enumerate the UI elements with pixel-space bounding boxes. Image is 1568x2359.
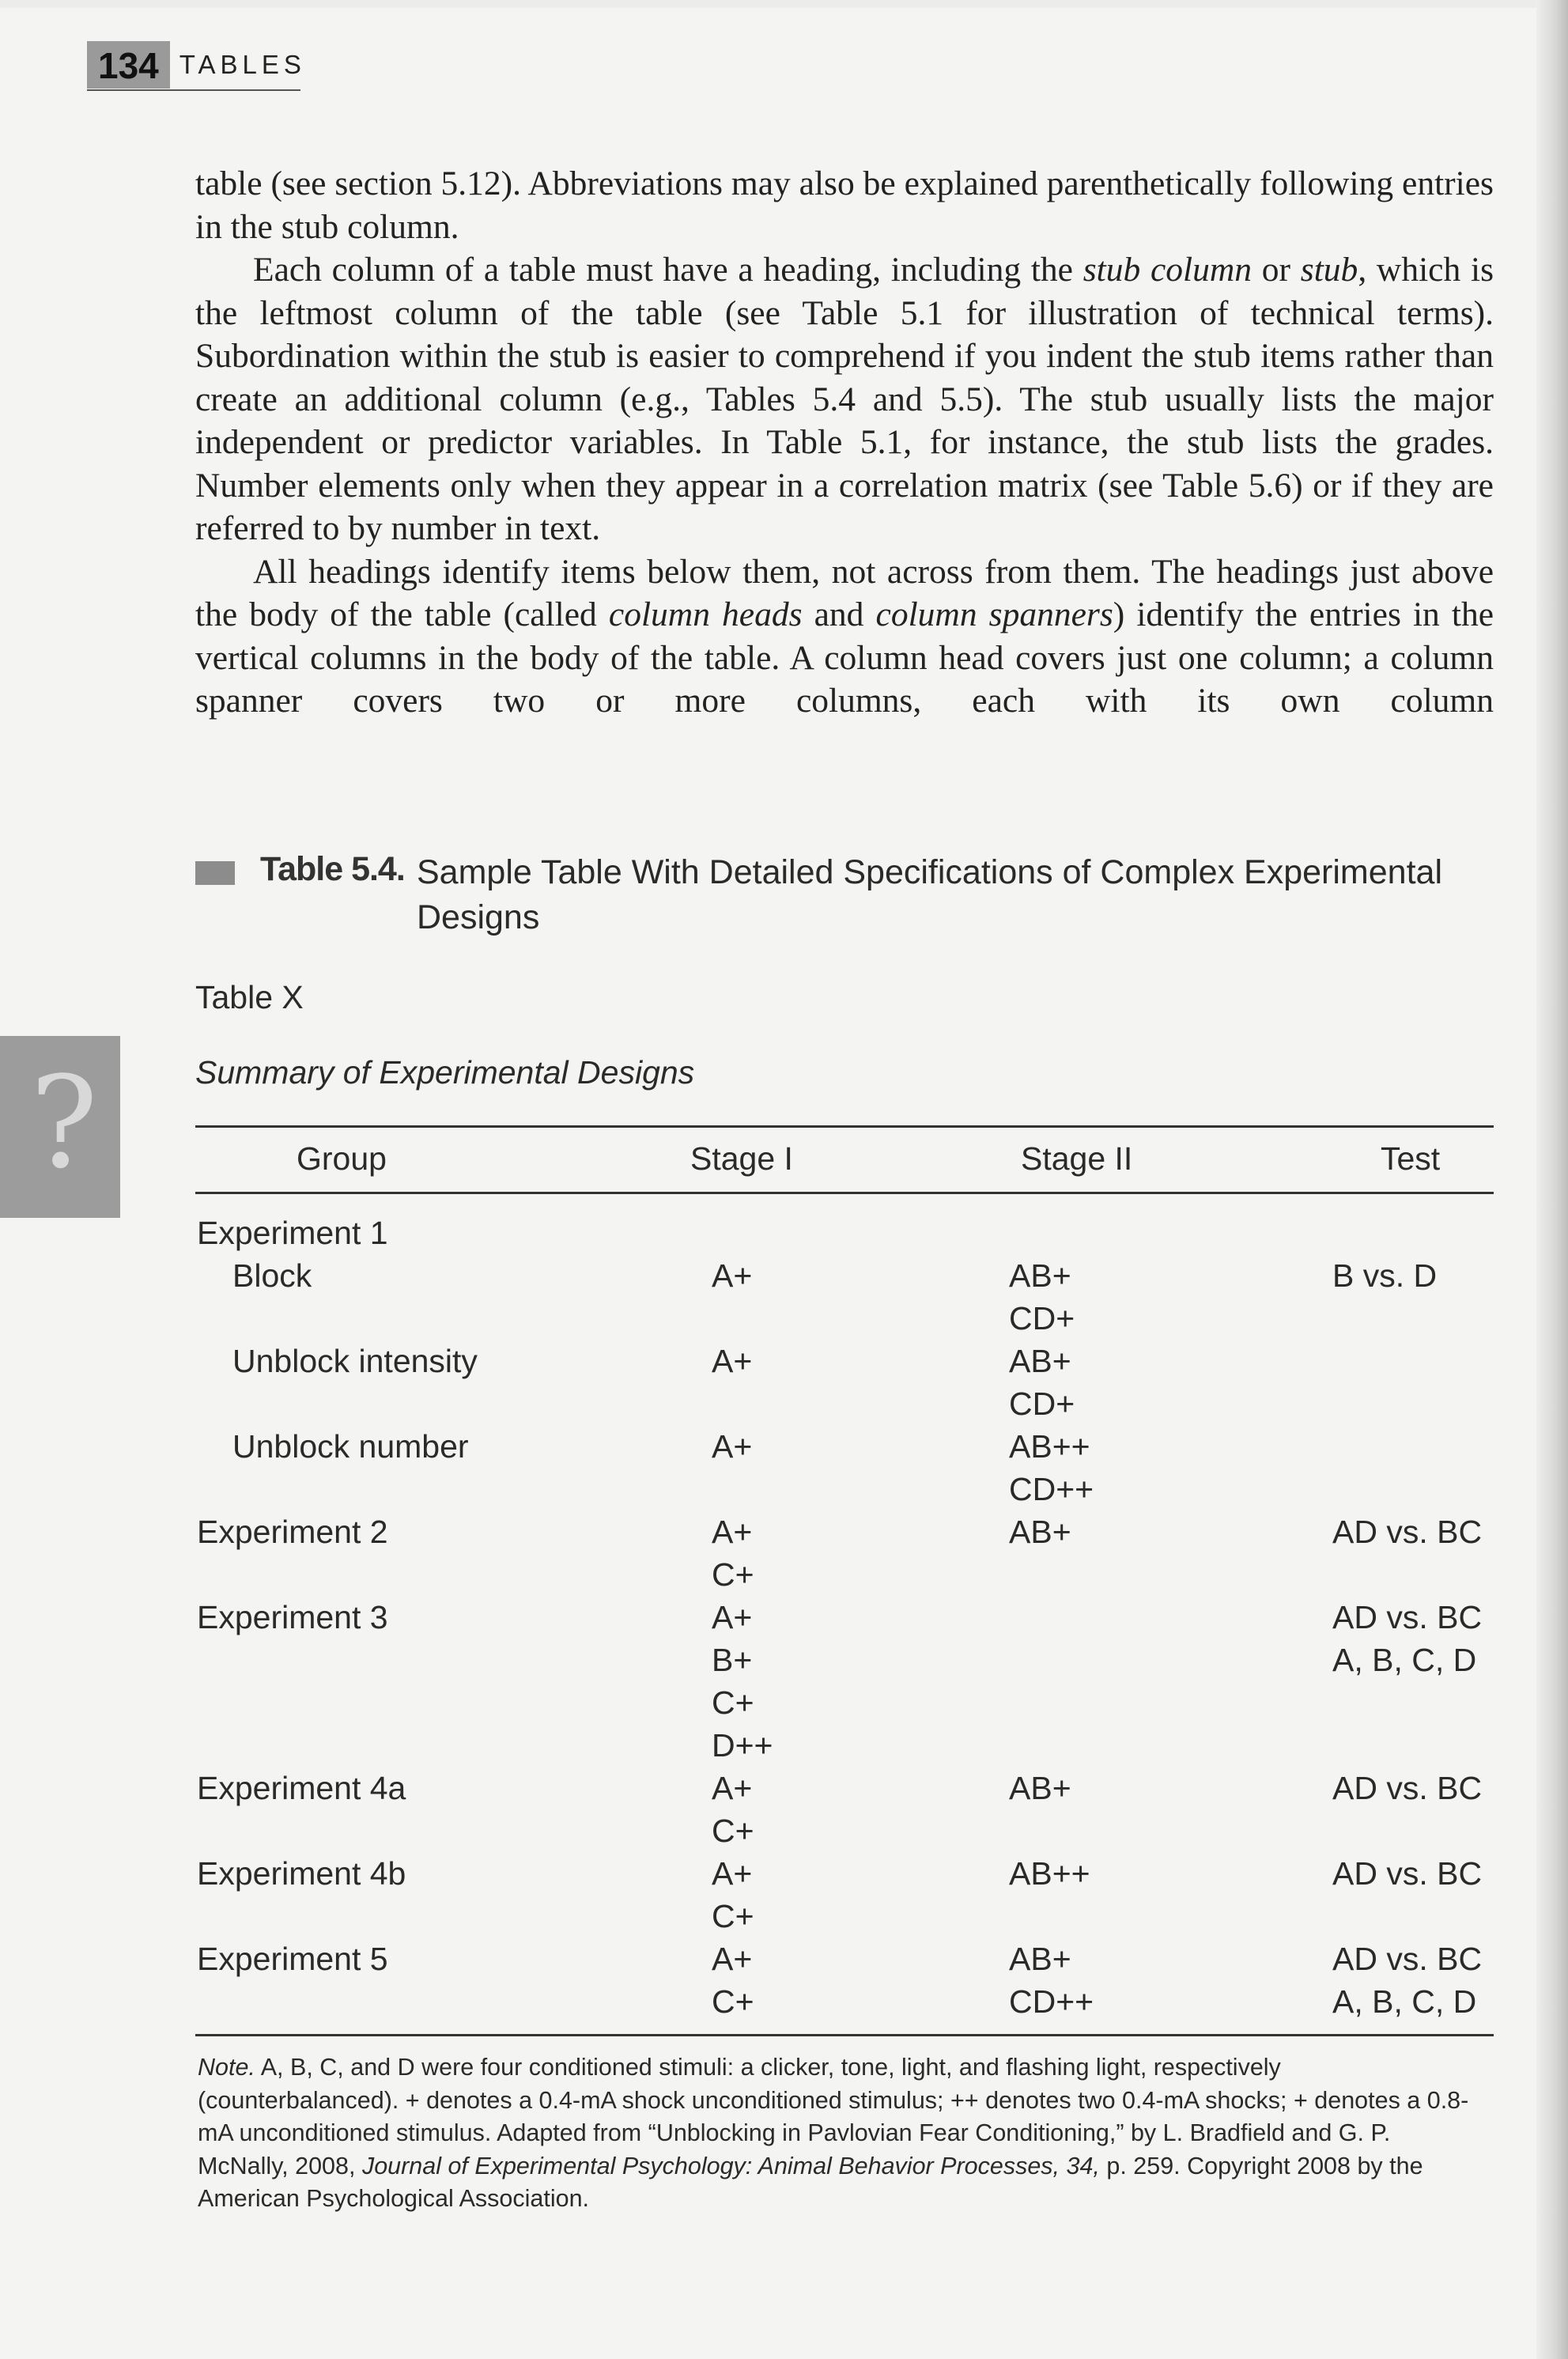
table-cell-test: A, B, C, D bbox=[1332, 1983, 1477, 2020]
table-cell-test: AD vs. BC bbox=[1332, 1941, 1483, 1977]
table-cell-stage2: CD++ bbox=[1009, 1471, 1094, 1507]
column-head-stage2: Stage II bbox=[1021, 1140, 1133, 1177]
table-cell-stage2: AB+ bbox=[1009, 1257, 1071, 1294]
chapter-glyph-icon: ? bbox=[30, 1049, 98, 1197]
table-cell-stage2: AB+ bbox=[1009, 1514, 1071, 1550]
table-cell-stage1: A+ bbox=[712, 1343, 753, 1379]
paragraph-3: All headings identify items below them, not across from them. The headings just above the body of the table (called column heads and column spanners) identify the entries in the vertical columns in the body of the table. A column head covers just one column; a column spanner covers two or more columns, each with its own column bbox=[195, 552, 1494, 720]
table-cell-test: AD vs. BC bbox=[1332, 1599, 1483, 1635]
chapter-side-tab bbox=[0, 1036, 120, 1218]
page-number: 134 bbox=[87, 41, 170, 89]
table-bottom-rule bbox=[195, 2034, 1494, 2036]
page-top-edge bbox=[0, 0, 1568, 8]
running-head-rule bbox=[87, 89, 300, 91]
table-cell-group: Experiment 5 bbox=[197, 1941, 388, 1977]
table-cell-group: Block bbox=[232, 1257, 312, 1294]
table-figure-label: Table 5.4. bbox=[260, 850, 405, 888]
column-head-stage1: Stage I bbox=[690, 1140, 793, 1177]
table-header-rule bbox=[195, 1192, 1494, 1194]
paragraph-2: Each column of a table must have a heading, including the stub column or stub, which is the leftmost column of the table (see Table 5.1 for illustration of technical terms). Subordination within the stub is easier to comprehend if you indent the stub items rather than create an additional column (e.g., Tables 5.4 and 5.5). The stub usually lists the major independent or predictor variables. In Table 5.1, for instance, the stub lists the grades. Number elements only when they appear in a correlation matrix (see Table 5.6) or if they are referred to by number in text. bbox=[195, 251, 1494, 547]
table-cell-group: Experiment 4b bbox=[197, 1855, 406, 1892]
table-cell-test: A, B, C, D bbox=[1332, 1642, 1477, 1678]
table-cell-stage2: CD+ bbox=[1009, 1386, 1075, 1422]
section-name: TABLES bbox=[179, 50, 306, 79]
column-head-group: Group bbox=[297, 1140, 387, 1177]
table-cell-stage2: AB+ bbox=[1009, 1343, 1071, 1379]
note-label: Note. bbox=[198, 2054, 255, 2081]
table-cell-stage1: A+ bbox=[712, 1941, 753, 1977]
table-cell-stage1: C+ bbox=[712, 1556, 754, 1593]
table-cell-stage1: A+ bbox=[712, 1514, 753, 1550]
table-cell-group: Experiment 2 bbox=[197, 1514, 388, 1550]
table-cell-stage1: A+ bbox=[712, 1428, 753, 1465]
table-caption: Summary of Experimental Designs bbox=[195, 1054, 695, 1091]
table-cell-group: Unblock intensity bbox=[232, 1343, 478, 1379]
table-cell-stage1: A+ bbox=[712, 1257, 753, 1294]
table-cell-test: AD vs. BC bbox=[1332, 1514, 1483, 1550]
running-head bbox=[87, 41, 306, 89]
table-cell-stage1: B+ bbox=[712, 1642, 753, 1678]
table-cell-stage1: A+ bbox=[712, 1855, 753, 1892]
table-cell-group: Experiment 3 bbox=[197, 1599, 388, 1635]
table-cell-stage1: A+ bbox=[712, 1599, 753, 1635]
table-cell-stage1: C+ bbox=[712, 1983, 754, 2020]
table-cell-stage2: CD++ bbox=[1009, 1983, 1094, 2020]
table-cell-stage1: C+ bbox=[712, 1684, 754, 1721]
table-cell-group: Unblock number bbox=[232, 1428, 469, 1465]
table-top-rule bbox=[195, 1125, 1494, 1128]
table-cell-stage2: AB++ bbox=[1009, 1428, 1090, 1465]
table-cell-stage2: AB+ bbox=[1009, 1941, 1071, 1977]
table-cell-test: AD vs. BC bbox=[1332, 1770, 1483, 1806]
table-cell-stage1: C+ bbox=[712, 1898, 754, 1934]
table-cell-test: B vs. D bbox=[1332, 1257, 1438, 1294]
paragraph-1: table (see section 5.12). Abbreviations may also be explained parenthetically following entries in the stub column. bbox=[195, 164, 1494, 246]
table-cell-group: Experiment 4a bbox=[197, 1770, 406, 1806]
table-cell-test: AD vs. BC bbox=[1332, 1855, 1483, 1892]
table-cell-group: Experiment 1 bbox=[197, 1215, 388, 1251]
table-cell-stage2: CD+ bbox=[1009, 1300, 1075, 1336]
table-cell-stage2: AB++ bbox=[1009, 1855, 1090, 1892]
table-cell-stage1: D++ bbox=[712, 1727, 773, 1764]
page-binding-edge bbox=[1536, 0, 1568, 2359]
title-marker-icon bbox=[195, 861, 235, 885]
table-note: Note. A, B, C, and D were four conditioned stimuli: a clicker, tone, light, and flashing light, respectively (counterbalanced). + denotes a 0.4-mA shock unconditioned stimulus; ++ denotes two 0.4-mA shocks; + denotes a 0.8-mA unconditioned stimulus. Adapted from “Unblocking in Pavlovian Fear Conditioning,” by L. Bradfield and G. P. McNally, 2008, Journal of Experimental Psychology: Animal Behavior Processes, 34, p. 259. Copyright 2008 by the American Psychological Association. bbox=[198, 2054, 1469, 2212]
table-cell-stage1: A+ bbox=[712, 1770, 753, 1806]
table-number: Table X bbox=[195, 979, 304, 1015]
table-cell-stage1: C+ bbox=[712, 1813, 754, 1849]
note-journal: Journal of Experimental Psychology: Animal Behavior Processes, 34, bbox=[361, 2152, 1100, 2179]
table-figure-title-text: Sample Table With Detailed Specifications of Complex Experimental Designs bbox=[417, 853, 1442, 936]
body-text bbox=[195, 162, 1494, 723]
table-cell-stage2: AB+ bbox=[1009, 1770, 1071, 1806]
column-head-test: Test bbox=[1381, 1140, 1441, 1177]
